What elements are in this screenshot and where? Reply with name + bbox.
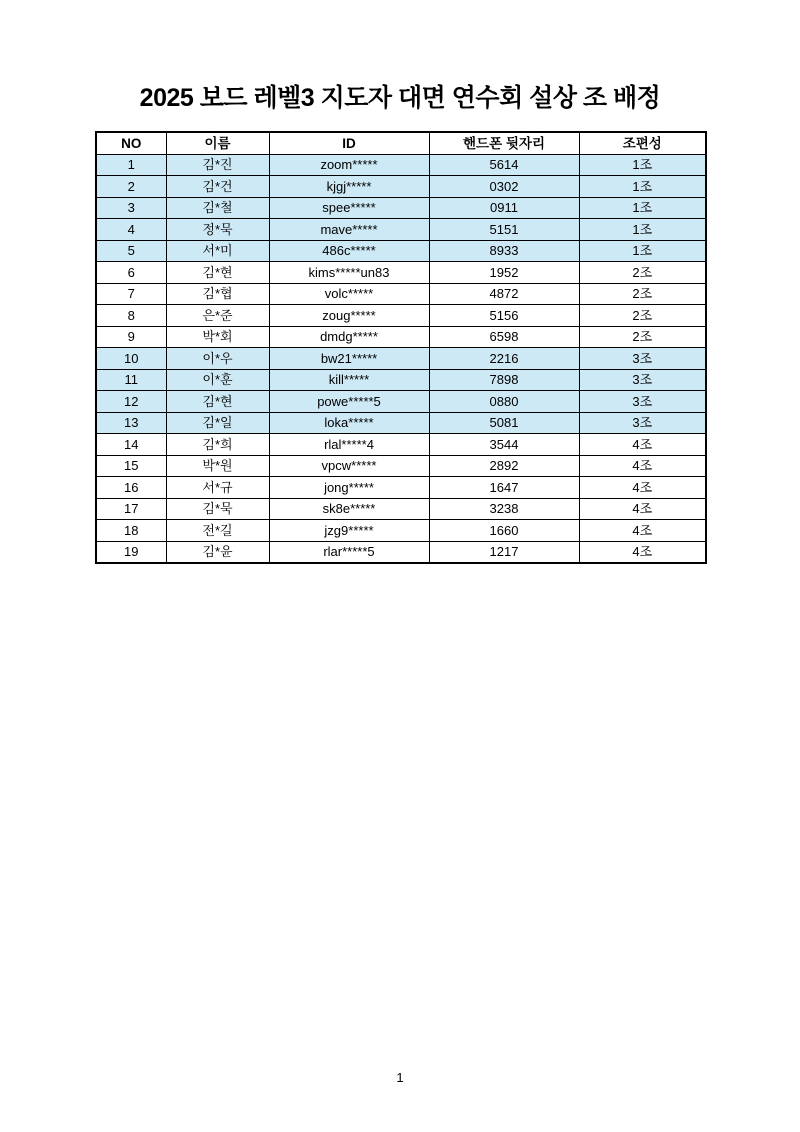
cell-group: 3조 [579,412,706,434]
cell-name: 김*철 [166,197,269,219]
page-number: 1 [396,1070,404,1085]
cell-phone: 0911 [429,197,579,219]
table-row [96,262,706,284]
cell-phone: 1660 [429,520,579,542]
cell-no: 13 [96,412,166,434]
cell-name: 이*우 [166,348,269,370]
table-row [96,455,706,477]
cell-id: kims*****un83 [269,262,429,284]
cell-id: jong***** [269,477,429,499]
column-header-name: 이름 [166,132,269,154]
cell-group: 1조 [579,219,706,241]
cell-no: 8 [96,305,166,327]
cell-group: 3조 [579,391,706,413]
table-row [96,154,706,176]
cell-phone: 8933 [429,240,579,262]
cell-id: sk8e***** [269,498,429,520]
cell-no: 7 [96,283,166,305]
cell-group: 2조 [579,262,706,284]
cell-phone: 0302 [429,176,579,198]
cell-name: 박*회 [166,326,269,348]
table-header-row [96,132,706,154]
cell-name: 김*건 [166,176,269,198]
cell-group: 2조 [579,305,706,327]
cell-id: zoom***** [269,154,429,176]
cell-name: 은*준 [166,305,269,327]
cell-phone: 5081 [429,412,579,434]
cell-group: 1조 [579,176,706,198]
assignment-table [95,131,707,564]
table-row [96,369,706,391]
cell-phone: 4872 [429,283,579,305]
cell-id: kjgj***** [269,176,429,198]
page-title: 2025 보드 레벨3 지도자 대면 연수회 설상 조 배정 [139,84,661,112]
cell-no: 6 [96,262,166,284]
cell-group: 4조 [579,520,706,542]
cell-id: 486c***** [269,240,429,262]
cell-phone: 5156 [429,305,579,327]
table-row [96,434,706,456]
cell-no: 12 [96,391,166,413]
cell-phone: 1647 [429,477,579,499]
cell-name: 이*훈 [166,369,269,391]
cell-id: dmdg***** [269,326,429,348]
cell-id: bw21***** [269,348,429,370]
cell-name: 박*원 [166,455,269,477]
cell-group: 4조 [579,498,706,520]
cell-name: 김*일 [166,412,269,434]
cell-phone: 7898 [429,369,579,391]
cell-name: 김*묵 [166,498,269,520]
cell-no: 17 [96,498,166,520]
cell-id: rlal*****4 [269,434,429,456]
table-row [96,283,706,305]
cell-name: 김*현 [166,262,269,284]
cell-name: 김*진 [166,154,269,176]
cell-group: 4조 [579,477,706,499]
cell-id: vpcw***** [269,455,429,477]
cell-name: 김*현 [166,391,269,413]
table-row [96,348,706,370]
table-row [96,520,706,542]
cell-id: rlar*****5 [269,541,429,563]
cell-name: 김*윤 [166,541,269,563]
cell-id: powe*****5 [269,391,429,413]
cell-group: 1조 [579,240,706,262]
cell-no: 3 [96,197,166,219]
cell-phone: 6598 [429,326,579,348]
cell-no: 2 [96,176,166,198]
table-row [96,391,706,413]
cell-phone: 3544 [429,434,579,456]
cell-no: 9 [96,326,166,348]
cell-phone: 2892 [429,455,579,477]
cell-no: 5 [96,240,166,262]
cell-no: 19 [96,541,166,563]
cell-id: loka***** [269,412,429,434]
cell-name: 정*묵 [166,219,269,241]
cell-group: 4조 [579,455,706,477]
cell-no: 11 [96,369,166,391]
cell-phone: 1217 [429,541,579,563]
table-row [96,305,706,327]
table-row [96,541,706,563]
cell-group: 2조 [579,283,706,305]
table-row [96,477,706,499]
column-header-phone: 핸드폰 뒷자리 [429,132,579,154]
table-row [96,197,706,219]
table-row [96,176,706,198]
table-row [96,498,706,520]
cell-id: zoug***** [269,305,429,327]
cell-phone: 5151 [429,219,579,241]
cell-no: 16 [96,477,166,499]
cell-phone: 2216 [429,348,579,370]
cell-no: 4 [96,219,166,241]
table-row [96,326,706,348]
cell-no: 10 [96,348,166,370]
column-header-id: ID [269,132,429,154]
cell-group: 1조 [579,197,706,219]
cell-id: mave***** [269,219,429,241]
cell-id: kill***** [269,369,429,391]
cell-no: 15 [96,455,166,477]
column-header-no: NO [96,132,166,154]
cell-name: 김*협 [166,283,269,305]
cell-no: 18 [96,520,166,542]
cell-group: 3조 [579,369,706,391]
cell-group: 4조 [579,541,706,563]
cell-phone: 0880 [429,391,579,413]
table-row [96,240,706,262]
cell-phone: 3238 [429,498,579,520]
cell-no: 1 [96,154,166,176]
table-row [96,219,706,241]
cell-phone: 1952 [429,262,579,284]
cell-group: 3조 [579,348,706,370]
cell-phone: 5614 [429,154,579,176]
cell-name: 서*미 [166,240,269,262]
cell-name: 김*희 [166,434,269,456]
cell-name: 전*길 [166,520,269,542]
cell-group: 1조 [579,154,706,176]
cell-id: spee***** [269,197,429,219]
table-row [96,412,706,434]
column-header-group: 조편성 [579,132,706,154]
cell-group: 4조 [579,434,706,456]
cell-name: 서*규 [166,477,269,499]
cell-id: volc***** [269,283,429,305]
cell-no: 14 [96,434,166,456]
table-body [96,154,706,563]
cell-id: jzg9***** [269,520,429,542]
cell-group: 2조 [579,326,706,348]
